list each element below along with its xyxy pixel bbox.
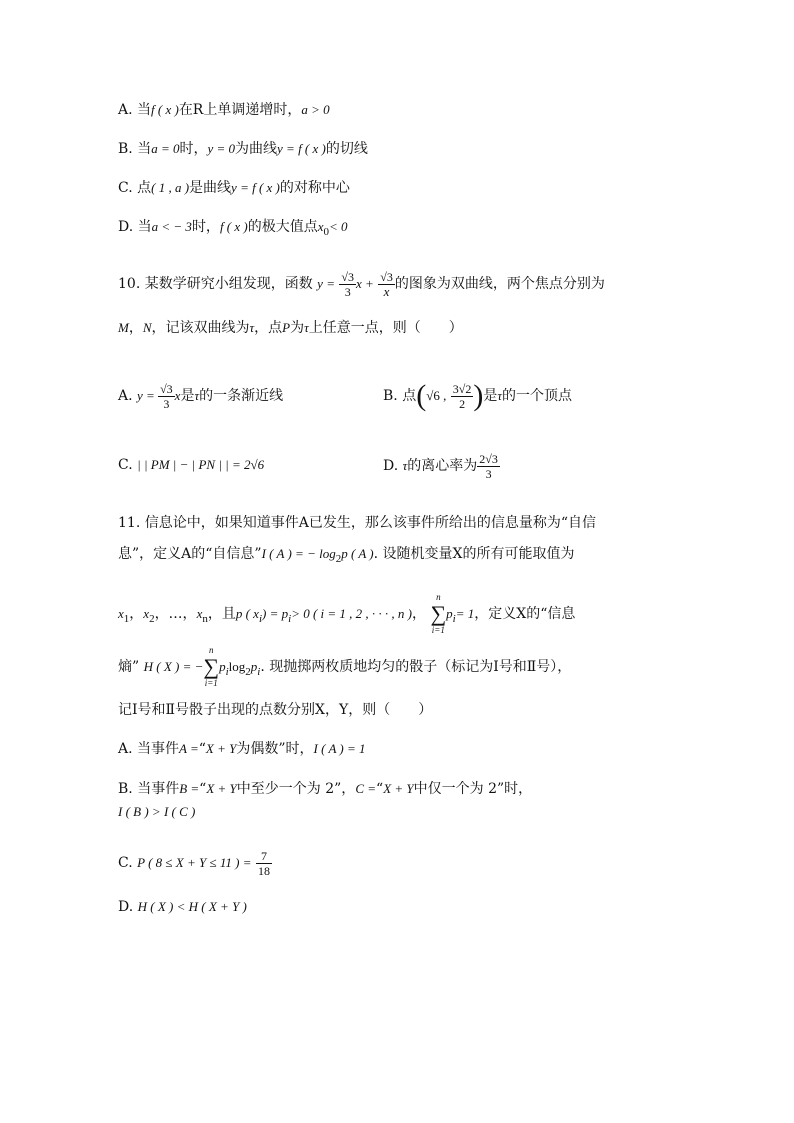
q11-option-b-text-8: 中仅一个为 2”时， — [413, 781, 533, 797]
q9-option-d-sub-6: 0 — [323, 225, 330, 238]
q11-option-c-frac-den: 18 — [257, 863, 270, 878]
q10-stem2-text-9: 上任意一点，则（ ） — [308, 320, 463, 336]
q11-stem-text-3l: ，定义X的“信息 — [474, 606, 576, 622]
q11-entropy-p2: p — [250, 659, 258, 674]
q9-option-d-label: D. 当 — [118, 219, 152, 235]
q11-option-c[interactable] — [118, 848, 272, 878]
q10-option-a-label: A. — [118, 388, 138, 404]
q10-option-a[interactable] — [118, 378, 283, 414]
q9-option-b-math-5: y = f ( x ) — [277, 141, 326, 156]
q11-stem-text-4f: . 现抛掷两枚质地均匀的骰子（标记为Ⅰ号和Ⅱ号）， — [260, 659, 572, 675]
q10-stem-line-2 — [118, 318, 463, 338]
q11-option-a-text-2: “ — [198, 741, 206, 757]
q11-sum-p: p — [446, 606, 453, 621]
q11-px: p ( x — [235, 606, 259, 621]
q11-xn: x — [196, 606, 203, 621]
q9-option-c-math-3: y = f ( x ) — [231, 180, 280, 195]
q10-point-p: P — [282, 320, 291, 335]
q11-px-sub: i — [258, 612, 263, 625]
q11-option-b-text-6: “ — [376, 781, 384, 797]
q10-tau-1: τ — [249, 320, 255, 335]
q10-option-b-text-8: 的一个顶点 — [502, 388, 573, 404]
q9-option-d-math-3: f ( x ) — [219, 219, 248, 234]
q10-option-d-text-2: 的离心率为 — [407, 458, 478, 474]
q10-focus-m: M — [118, 320, 129, 335]
q9-option-b-text-2: 时， — [179, 141, 208, 157]
q10-option-d-frac — [477, 452, 500, 481]
q11-comma-2: ， — [412, 606, 427, 622]
q11-self-info-formula: I ( A ) = − log — [261, 546, 336, 561]
q11-entropy-p-sub: i — [225, 665, 229, 678]
q10-option-b-rparen: ) — [473, 379, 484, 412]
q10-option-a-frac — [158, 382, 175, 411]
sigma-icon: ∑ — [203, 654, 220, 679]
q11-option-d-math: H ( X ) < H ( X + Y ) — [137, 899, 247, 914]
q10-stem-text-0: 10. 某数学研究小组发现，函数 — [118, 276, 313, 292]
q9-option-a-label: A. 当 — [118, 102, 152, 118]
q10-stem-line-1 — [118, 264, 605, 304]
q11-option-c-frac-num: 7 — [256, 849, 272, 864]
q11-self-info-arg: p ( A ) — [341, 546, 374, 561]
q11-option-a-label: A. 当事件 — [118, 741, 180, 757]
q10-option-d-tau: τ — [402, 458, 408, 473]
q11-x1-sub: 1 — [123, 612, 130, 625]
q10-option-b-frac-den: 2 — [459, 396, 466, 411]
q9-option-d-math-5: x — [317, 219, 324, 234]
q9-option-b-label: B. 当 — [118, 141, 152, 157]
q9-option-d-math-7: < 0 — [329, 219, 348, 234]
q11-p-cond: > 0 ( i = 1 , 2 , · · · , n ) — [291, 606, 413, 621]
q10-option-b[interactable] — [383, 378, 572, 414]
q10-stem-frac-2-num: √3 — [380, 269, 393, 284]
q9-option-c-text-4: 的对称中心 — [279, 180, 350, 196]
q11-xn-sub: n — [202, 612, 208, 625]
q11-entropy-log: log — [228, 659, 246, 674]
q11-option-c-math: P ( 8 ≤ X + Y ≤ 11 ) = — [137, 855, 252, 870]
q9-option-d-math-1: a < − 3 — [151, 219, 192, 234]
q10-option-b-text-6: 是 — [483, 388, 498, 404]
q11-entropy-p: p — [219, 659, 226, 674]
q11-ellipsis: ，…， — [154, 606, 197, 622]
q11-option-d[interactable] — [118, 897, 247, 917]
q11-sum-p-sub: i — [452, 612, 456, 625]
q10-option-a-frac-den: 3 — [163, 396, 170, 411]
q10-stem-frac-1-den: 3 — [344, 284, 351, 299]
q11-sum-1-top: n — [436, 592, 441, 602]
q10-option-b-frac — [451, 382, 474, 411]
q11-stem-line-5 — [118, 700, 432, 720]
q9-option-c-text-2: 是曲线 — [189, 180, 232, 196]
q11-stem-text-2d: . 设随机变量X的所有可能取值为 — [373, 546, 575, 562]
q10-option-a-text-5: 是 — [180, 388, 195, 404]
q9-option-b-text-4: 为曲线 — [235, 141, 278, 157]
q11-entropy-p2-sub: i — [257, 665, 261, 678]
q10-stem-frac-1-num: √3 — [341, 269, 355, 284]
q11-stem-text-1: 11. 信息论中，如果知道事件A已发生，那么该事件所给出的信息量称为“自信 — [118, 515, 596, 531]
q10-stem-frac-2-den: x — [383, 283, 390, 299]
q11-option-b-math-5: C = — [355, 781, 377, 796]
q10-option-b-tau: τ — [497, 388, 503, 403]
q11-stem-line-3 — [118, 592, 575, 641]
q10-stem2-text-5: ，点 — [254, 320, 283, 336]
q11-option-b-math-1: B = — [179, 781, 200, 796]
q10-tau-2: τ — [304, 320, 309, 335]
q9-option-c[interactable] — [118, 178, 350, 198]
q11-option-b-math-3: X + Y — [206, 781, 237, 796]
q10-focus-n: N — [142, 320, 152, 335]
q11-stem-line-2 — [118, 544, 574, 569]
q9-option-a-text-2: 在R上单调递增时， — [178, 102, 302, 118]
q10-stem-math-4: x + — [356, 276, 374, 291]
q11-log-base: 2 — [335, 552, 342, 565]
q10-stem-text-7: 的图象为双曲线，两个焦点分别为 — [394, 276, 605, 292]
q11-pi-sub: i — [288, 612, 292, 625]
q10-option-d-frac-num: 2√3 — [479, 451, 498, 466]
q10-option-d-frac-den: 3 — [485, 466, 492, 481]
q10-option-d-label: D. — [383, 458, 403, 474]
q10-option-a-frac-num: √3 — [160, 381, 173, 396]
q11-sum-2-bot: i=1 — [204, 678, 218, 688]
q11-option-a-math-1: A = — [179, 741, 199, 756]
q9-option-a[interactable] — [118, 100, 330, 120]
q10-option-d[interactable] — [383, 448, 500, 484]
q11-sum-symbol-1 — [430, 592, 446, 636]
q11-and: ，且 — [207, 606, 236, 622]
q11-option-b-label: B. 当事件 — [118, 781, 180, 797]
q11-comma-1: ， — [129, 606, 144, 622]
q11-option-d-label: D. — [118, 899, 138, 915]
q11-option-b-line-2 — [118, 802, 195, 822]
sigma-icon: ∑ — [430, 601, 447, 626]
q10-stem-frac-2 — [378, 270, 395, 299]
q11-option-c-frac — [256, 849, 272, 878]
q10-option-c-math: | | PM | − | PN | | = 2√6 — [137, 457, 265, 472]
q10-option-b-lparen: ( — [416, 379, 427, 412]
q11-sum-symbol-2 — [203, 645, 219, 689]
q9-option-b-math-1: a = 0 — [151, 141, 180, 156]
q11-sum-2-top: n — [209, 645, 214, 655]
q11-entropy-formula: H ( X ) = − — [143, 659, 204, 674]
q11-option-a-text-4: 为偶数”时， — [236, 741, 314, 757]
q9-option-b[interactable] — [118, 139, 368, 159]
q10-option-b-label: B. 点 — [383, 388, 417, 404]
q11-option-a[interactable] — [118, 739, 366, 759]
q11-x2: x — [143, 606, 150, 621]
q11-x1: x — [118, 606, 124, 621]
q9-option-d-text-4: 的极大值点 — [247, 219, 318, 235]
q10-stem2-text-7: 为 — [290, 320, 305, 336]
q11-option-a-math-3: X + Y — [205, 741, 237, 756]
q10-stem2-text-1: ， — [128, 320, 143, 336]
q11-option-b-text-2: “ — [199, 781, 207, 797]
q10-option-a-tau: τ — [194, 388, 200, 403]
q11-option-b-text-4: 中至少一个为 2”， — [236, 781, 356, 797]
q11-option-c-label: C. — [118, 855, 138, 871]
q10-option-a-math-4: x — [174, 388, 181, 403]
q11-stem-text-5: 记Ⅰ号和Ⅱ号骰子出现的点数分别X，Y，则（ ） — [118, 702, 433, 718]
q9-option-c-label: C. 点 — [118, 180, 152, 196]
q11-sum-eq: = 1 — [455, 606, 475, 621]
q9-option-c-math-1: ( 1 , a ) — [151, 180, 190, 195]
q11-entropy-log-base: 2 — [245, 665, 251, 678]
q11-sum-1-bot: i=1 — [431, 625, 445, 635]
q9-option-a-math-3: a > 0 — [301, 102, 330, 117]
q10-stem-frac-1 — [339, 270, 356, 299]
q11-option-a-math-5: I ( A ) = 1 — [313, 741, 366, 756]
q11-stem-text-4a: 熵” — [118, 659, 140, 675]
q10-option-a-text-7: 的一条渐近线 — [199, 388, 284, 404]
q9-option-b-text-6: 的切线 — [325, 141, 368, 157]
q9-option-d[interactable] — [118, 217, 348, 242]
q11-stem-text-2a: 息”，定义A的“自信息” — [118, 546, 262, 562]
q11-pi: ) = p — [262, 606, 289, 621]
q9-option-b-math-3: y = 0 — [207, 141, 236, 156]
q10-option-a-math-1: y = — [137, 388, 159, 403]
q9-option-d-text-2: 时， — [191, 219, 220, 235]
q11-stem-line-4 — [118, 642, 571, 697]
q10-option-c-label: C. — [118, 457, 138, 473]
q11-stem-line-1 — [118, 513, 596, 533]
q10-stem2-text-3: ，记该双曲线为 — [151, 320, 250, 336]
q10-stem-math-1: y = — [317, 276, 335, 291]
q11-option-b[interactable] — [118, 779, 532, 799]
q9-option-a-math-1: f ( x ) — [151, 102, 179, 117]
q11-option-b-math-7: X + Y — [383, 781, 414, 796]
q10-option-c[interactable] — [118, 455, 264, 475]
q10-option-b-math-2: √6 , — [426, 388, 447, 403]
q11-option-b-math-line2: I ( B ) > I ( C ) — [118, 804, 196, 819]
q10-option-b-frac-num: 3√2 — [452, 381, 472, 396]
q11-x2-sub: 2 — [149, 612, 155, 625]
